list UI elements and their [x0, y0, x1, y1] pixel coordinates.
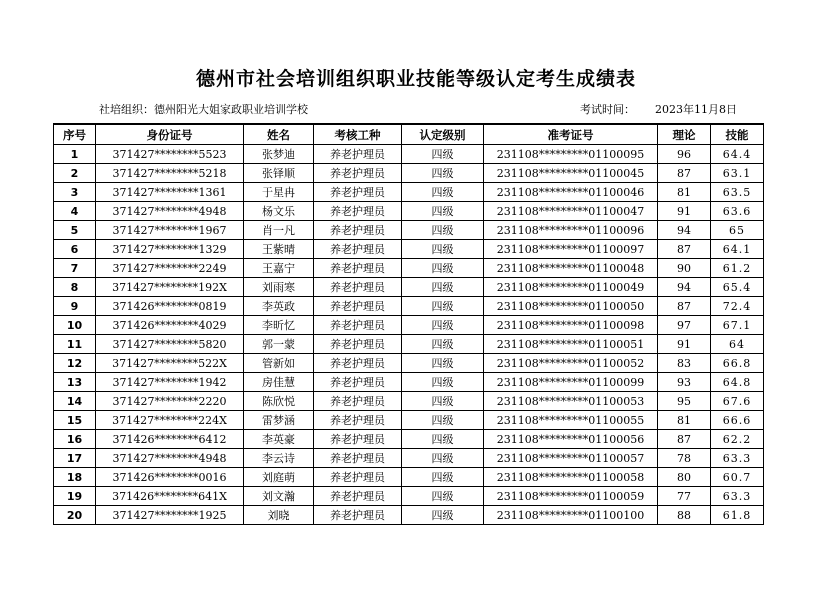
col-header-skill: 技能	[711, 124, 764, 145]
table-row	[54, 430, 764, 449]
occupation-cell: 养老护理员	[314, 145, 402, 164]
occupation-cell: 养老护理员	[314, 259, 402, 278]
ticket-number-cell: 231108*********01100048	[484, 259, 658, 278]
level-cell: 四级	[402, 297, 484, 316]
occupation-cell: 养老护理员	[314, 221, 402, 240]
table-header-row	[54, 124, 764, 145]
level-cell: 四级	[402, 506, 484, 525]
seq-cell: 16	[54, 430, 96, 449]
page-title: 德州市社会培训组织职业技能等级认定考生成绩表	[195, 68, 636, 90]
table-row	[54, 297, 764, 316]
table-row	[54, 468, 764, 487]
theory-score-cell: 90	[658, 259, 711, 278]
level-cell: 四级	[402, 221, 484, 240]
skill-score-cell: 61.8	[711, 506, 764, 525]
seq-cell: 5	[54, 221, 96, 240]
skill-score-cell: 66.8	[711, 354, 764, 373]
table-row	[54, 487, 764, 506]
id-number-cell: 371427********1329	[96, 240, 244, 259]
theory-score-cell: 81	[658, 411, 711, 430]
name-cell: 肖一凡	[244, 221, 314, 240]
occupation-cell: 养老护理员	[314, 392, 402, 411]
table-row	[54, 278, 764, 297]
occupation-cell: 养老护理员	[314, 278, 402, 297]
table-row	[54, 506, 764, 525]
skill-score-cell: 64.1	[711, 240, 764, 259]
skill-score-cell: 64.8	[711, 373, 764, 392]
theory-score-cell: 94	[658, 221, 711, 240]
level-cell: 四级	[402, 240, 484, 259]
ticket-number-cell: 231108*********01100047	[484, 202, 658, 221]
occupation-cell: 养老护理员	[314, 240, 402, 259]
name-cell: 李英豪	[244, 430, 314, 449]
level-cell: 四级	[402, 164, 484, 183]
id-number-cell: 371426********0819	[96, 297, 244, 316]
theory-score-cell: 80	[658, 468, 711, 487]
name-cell: 于星冉	[244, 183, 314, 202]
ticket-number-cell: 231108*********01100098	[484, 316, 658, 335]
level-cell: 四级	[402, 373, 484, 392]
id-number-cell: 371427********5523	[96, 145, 244, 164]
seq-cell: 19	[54, 487, 96, 506]
ticket-number-cell: 231108*********01100097	[484, 240, 658, 259]
occupation-cell: 养老护理员	[314, 297, 402, 316]
score-table	[53, 123, 764, 525]
col-header-id-number: 身份证号	[96, 124, 244, 145]
ticket-number-cell: 231108*********01100046	[484, 183, 658, 202]
seq-cell: 18	[54, 468, 96, 487]
table-row	[54, 164, 764, 183]
occupation-cell: 养老护理员	[314, 411, 402, 430]
ticket-number-cell: 231108*********01100096	[484, 221, 658, 240]
name-cell: 张铎顺	[244, 164, 314, 183]
exam-time	[580, 101, 737, 117]
seq-cell: 11	[54, 335, 96, 354]
name-cell: 李云诗	[244, 449, 314, 468]
theory-score-cell: 77	[658, 487, 711, 506]
occupation-cell: 养老护理员	[314, 164, 402, 183]
id-number-cell: 371426********0016	[96, 468, 244, 487]
skill-score-cell: 63.3	[711, 449, 764, 468]
id-number-cell: 371426********4029	[96, 316, 244, 335]
id-number-cell: 371427********224X	[96, 411, 244, 430]
level-cell: 四级	[402, 449, 484, 468]
col-header-theory: 理论	[658, 124, 711, 145]
occupation-cell: 养老护理员	[314, 202, 402, 221]
theory-score-cell: 87	[658, 297, 711, 316]
id-number-cell: 371427********4948	[96, 202, 244, 221]
ticket-number-cell: 231108*********01100057	[484, 449, 658, 468]
level-cell: 四级	[402, 411, 484, 430]
skill-score-cell: 65	[711, 221, 764, 240]
level-cell: 四级	[402, 316, 484, 335]
seq-cell: 9	[54, 297, 96, 316]
name-cell: 郭一蒙	[244, 335, 314, 354]
skill-score-cell: 63.6	[711, 202, 764, 221]
level-cell: 四级	[402, 354, 484, 373]
org-name: 德州阳光大姐家政职业培训学校	[154, 103, 308, 116]
theory-score-cell: 94	[658, 278, 711, 297]
seq-cell: 20	[54, 506, 96, 525]
level-cell: 四级	[402, 335, 484, 354]
name-cell: 杨文乐	[244, 202, 314, 221]
seq-cell: 14	[54, 392, 96, 411]
table-row	[54, 392, 764, 411]
seq-cell: 17	[54, 449, 96, 468]
id-number-cell: 371427********1361	[96, 183, 244, 202]
ticket-number-cell: 231108*********01100099	[484, 373, 658, 392]
ticket-number-cell: 231108*********01100052	[484, 354, 658, 373]
occupation-cell: 养老护理员	[314, 430, 402, 449]
id-number-cell: 371427********2220	[96, 392, 244, 411]
skill-score-cell: 66.6	[711, 411, 764, 430]
occupation-cell: 养老护理员	[314, 335, 402, 354]
seq-cell: 6	[54, 240, 96, 259]
skill-score-cell: 65.4	[711, 278, 764, 297]
name-cell: 刘雨寒	[244, 278, 314, 297]
level-cell: 四级	[402, 145, 484, 164]
skill-score-cell: 64.4	[711, 145, 764, 164]
theory-score-cell: 91	[658, 202, 711, 221]
table-row	[54, 240, 764, 259]
table-row	[54, 145, 764, 164]
theory-score-cell: 88	[658, 506, 711, 525]
theory-score-cell: 95	[658, 392, 711, 411]
theory-score-cell: 97	[658, 316, 711, 335]
theory-score-cell: 96	[658, 145, 711, 164]
table-row	[54, 373, 764, 392]
skill-score-cell: 63.5	[711, 183, 764, 202]
skill-score-cell: 67.1	[711, 316, 764, 335]
seq-cell: 15	[54, 411, 96, 430]
occupation-cell: 养老护理员	[314, 506, 402, 525]
id-number-cell: 371427********522X	[96, 354, 244, 373]
table-row	[54, 411, 764, 430]
table-row	[54, 316, 764, 335]
skill-score-cell: 64	[711, 335, 764, 354]
name-cell: 房佳慧	[244, 373, 314, 392]
occupation-cell: 养老护理员	[314, 373, 402, 392]
name-cell: 管新如	[244, 354, 314, 373]
level-cell: 四级	[402, 259, 484, 278]
theory-score-cell: 83	[658, 354, 711, 373]
skill-score-cell: 61.2	[711, 259, 764, 278]
seq-cell: 7	[54, 259, 96, 278]
table-row	[54, 202, 764, 221]
table-row	[54, 183, 764, 202]
level-cell: 四级	[402, 430, 484, 449]
ticket-number-cell: 231108*********01100050	[484, 297, 658, 316]
theory-score-cell: 87	[658, 240, 711, 259]
ticket-number-cell: 231108*********01100100	[484, 506, 658, 525]
id-number-cell: 371427********5820	[96, 335, 244, 354]
theory-score-cell: 87	[658, 430, 711, 449]
exam-date: 2023年11月8日	[655, 103, 737, 116]
training-org	[99, 101, 308, 117]
table-row	[54, 221, 764, 240]
org-label: 社培组织：	[99, 103, 154, 116]
level-cell: 四级	[402, 183, 484, 202]
level-cell: 四级	[402, 202, 484, 221]
skill-score-cell: 67.6	[711, 392, 764, 411]
name-cell: 刘文瀚	[244, 487, 314, 506]
id-number-cell: 371426********6412	[96, 430, 244, 449]
name-cell: 李英政	[244, 297, 314, 316]
occupation-cell: 养老护理员	[314, 354, 402, 373]
ticket-number-cell: 231108*********01100095	[484, 145, 658, 164]
level-cell: 四级	[402, 487, 484, 506]
id-number-cell: 371426********641X	[96, 487, 244, 506]
exam-time-label: 考试时间：	[580, 103, 635, 116]
id-number-cell: 371427********4948	[96, 449, 244, 468]
skill-score-cell: 72.4	[711, 297, 764, 316]
occupation-cell: 养老护理员	[314, 487, 402, 506]
theory-score-cell: 81	[658, 183, 711, 202]
id-number-cell: 371427********1942	[96, 373, 244, 392]
theory-score-cell: 93	[658, 373, 711, 392]
theory-score-cell: 87	[658, 164, 711, 183]
theory-score-cell: 78	[658, 449, 711, 468]
seq-cell: 1	[54, 145, 96, 164]
level-cell: 四级	[402, 468, 484, 487]
name-cell: 刘庭萌	[244, 468, 314, 487]
seq-cell: 4	[54, 202, 96, 221]
occupation-cell: 养老护理员	[314, 183, 402, 202]
occupation-cell: 养老护理员	[314, 468, 402, 487]
id-number-cell: 371427********1967	[96, 221, 244, 240]
skill-score-cell: 63.1	[711, 164, 764, 183]
table-row	[54, 449, 764, 468]
id-number-cell: 371427********2249	[96, 259, 244, 278]
skill-score-cell: 62.2	[711, 430, 764, 449]
name-cell: 王紫晴	[244, 240, 314, 259]
seq-cell: 3	[54, 183, 96, 202]
ticket-number-cell: 231108*********01100051	[484, 335, 658, 354]
level-cell: 四级	[402, 278, 484, 297]
seq-cell: 2	[54, 164, 96, 183]
id-number-cell: 371427********192X	[96, 278, 244, 297]
table-row	[54, 354, 764, 373]
col-header-name: 姓名	[244, 124, 314, 145]
col-header-seq: 序号	[54, 124, 96, 145]
seq-cell: 10	[54, 316, 96, 335]
col-header-level: 认定级别	[402, 124, 484, 145]
skill-score-cell: 63.3	[711, 487, 764, 506]
name-cell: 雷梦涵	[244, 411, 314, 430]
id-number-cell: 371427********5218	[96, 164, 244, 183]
ticket-number-cell: 231108*********01100058	[484, 468, 658, 487]
name-cell: 李昕忆	[244, 316, 314, 335]
occupation-cell: 养老护理员	[314, 316, 402, 335]
ticket-number-cell: 231108*********01100056	[484, 430, 658, 449]
table-row	[54, 259, 764, 278]
table-row	[54, 335, 764, 354]
ticket-number-cell: 231108*********01100053	[484, 392, 658, 411]
name-cell: 王嘉宁	[244, 259, 314, 278]
ticket-number-cell: 231108*********01100045	[484, 164, 658, 183]
col-header-ticket-number: 准考证号	[484, 124, 658, 145]
col-header-occupation: 考核工种	[314, 124, 402, 145]
theory-score-cell: 91	[658, 335, 711, 354]
name-cell: 刘晓	[244, 506, 314, 525]
seq-cell: 13	[54, 373, 96, 392]
seq-cell: 12	[54, 354, 96, 373]
name-cell: 张梦迪	[244, 145, 314, 164]
ticket-number-cell: 231108*********01100049	[484, 278, 658, 297]
ticket-number-cell: 231108*********01100059	[484, 487, 658, 506]
id-number-cell: 371427********1925	[96, 506, 244, 525]
skill-score-cell: 60.7	[711, 468, 764, 487]
occupation-cell: 养老护理员	[314, 449, 402, 468]
table-body	[54, 145, 764, 525]
name-cell: 陈欣悦	[244, 392, 314, 411]
ticket-number-cell: 231108*********01100055	[484, 411, 658, 430]
seq-cell: 8	[54, 278, 96, 297]
level-cell: 四级	[402, 392, 484, 411]
